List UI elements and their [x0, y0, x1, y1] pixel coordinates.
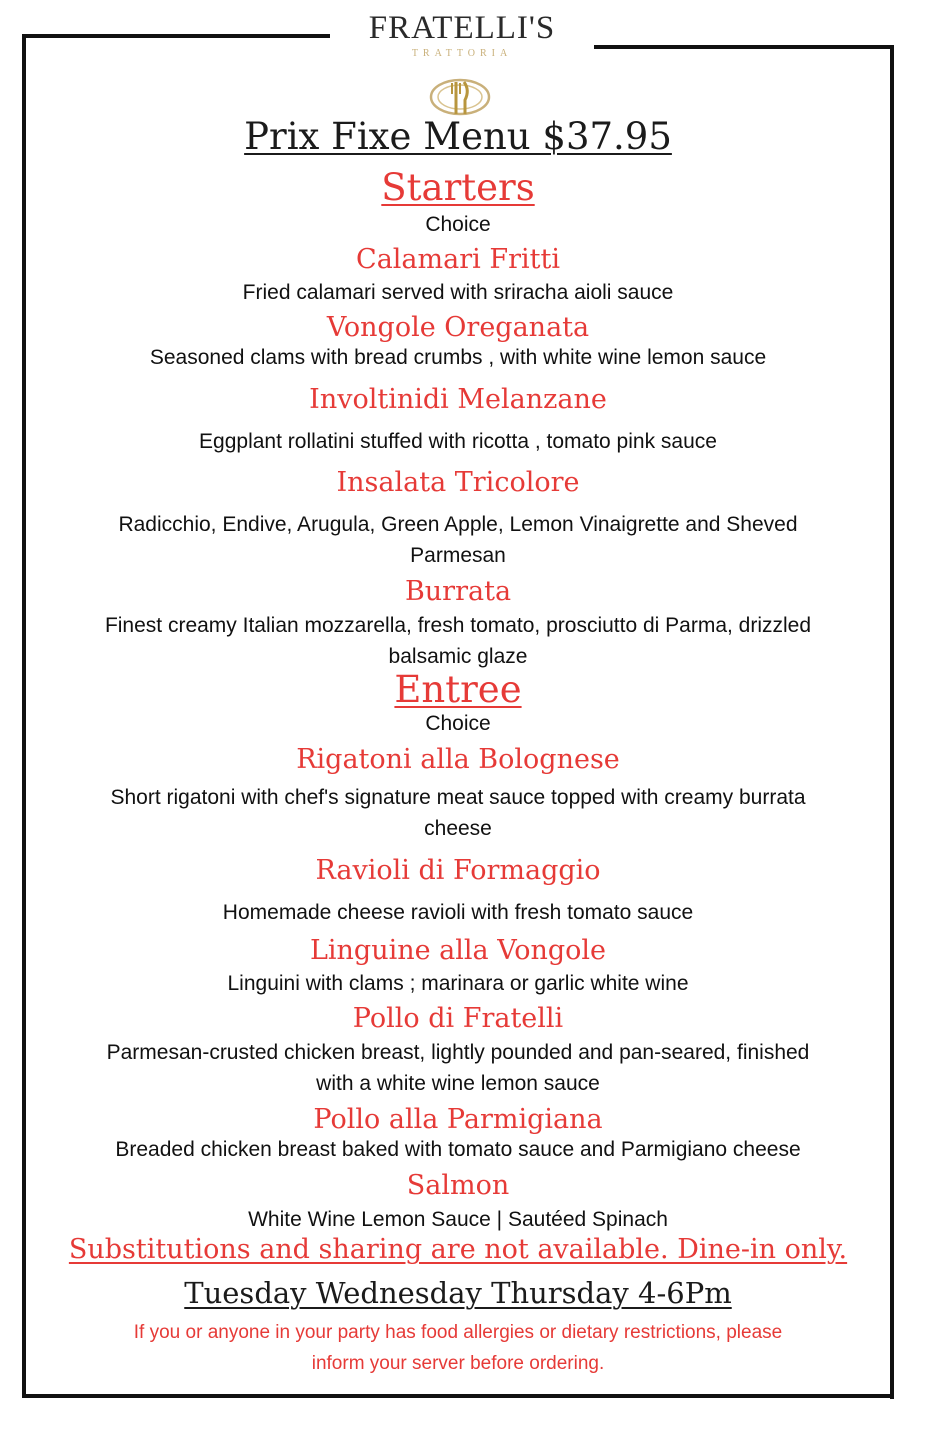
dish-description: Linguini with clams ; marinara or garlic white wine [227, 972, 689, 995]
allergy-notice: inform your server before ordering. [311, 1353, 605, 1374]
dish-description: Finest creamy Italian mozzarella, fresh tomato, prosciutto di Parma, drizzled [104, 614, 812, 637]
border-top-left [22, 34, 330, 38]
dish-description: Short rigatoni with chef's signature meat sauce topped with creamy burrata [110, 786, 806, 809]
dish-name: Calamari Fritti [356, 244, 560, 275]
dish-description: cheese [424, 817, 492, 840]
brand-logo [330, 8, 594, 60]
dish-description: White Wine Lemon Sauce | Sautéed Spinach [248, 1208, 668, 1231]
dish-description: balsamic glaze [388, 645, 528, 668]
dish-name: Burrata [404, 576, 512, 607]
dish-name: Pollo di Fratelli [352, 1003, 564, 1034]
starters-choice-label: Choice [425, 213, 491, 236]
border-right [890, 45, 894, 1399]
dish-name: Insalata Tricolore [336, 467, 580, 498]
dish-description: Breaded chicken breast baked with tomato sauce and Parmigiano cheese [115, 1138, 801, 1161]
dish-description: Homemade cheese ravioli with fresh tomato sauce [222, 901, 694, 924]
dish-description: Seasoned clams with bread crumbs , with white wine lemon sauce [149, 346, 767, 369]
dish-name: Vongole Oreganata [326, 312, 590, 343]
fork-knife-emblem-icon [428, 74, 492, 120]
dish-name: Rigatoni alla Bolognese [296, 744, 620, 775]
dish-description: Eggplant rollatini stuffed with ricotta , tomato pink sauce [199, 430, 717, 453]
dish-description: Parmesan [410, 544, 506, 567]
section-heading-entree: Entree [394, 668, 522, 711]
section-heading-starters: Starters [381, 166, 535, 209]
dish-description: Fried calamari served with sriracha aioli sauce [242, 281, 674, 304]
dish-name: Pollo alla Parmigiana [313, 1104, 603, 1135]
border-top-right [594, 45, 894, 49]
dish-name: Involtinidi Melanzane [309, 384, 607, 415]
dish-name: Linguine alla Vongole [309, 935, 607, 966]
dish-name: Ravioli di Formaggio [315, 855, 601, 886]
hours-text: Tuesday Wednesday Thursday 4-6Pm [184, 1276, 732, 1310]
dish-name: Salmon [406, 1170, 510, 1201]
menu-title: Prix Fixe Menu $37.95 [244, 115, 672, 158]
dish-description: Parmesan-crusted chicken breast, lightly pounded and pan-seared, finished [106, 1041, 810, 1064]
brand-name: FRATELLI'S [368, 10, 556, 46]
allergy-notice: If you or anyone in your party has food allergies or dietary restrictions, please [133, 1322, 783, 1343]
brand-subtitle: TRATTORIA [411, 48, 513, 59]
dish-description: Radicchio, Endive, Arugula, Green Apple, Lemon Vinaigrette and Sheved [118, 513, 798, 536]
dish-description: with a white wine lemon sauce [316, 1072, 600, 1095]
entree-choice-label: Choice [425, 712, 491, 735]
border-bottom [22, 1394, 894, 1398]
notice-text: Substitutions and sharing are not available. Dine-in only. [68, 1234, 848, 1265]
